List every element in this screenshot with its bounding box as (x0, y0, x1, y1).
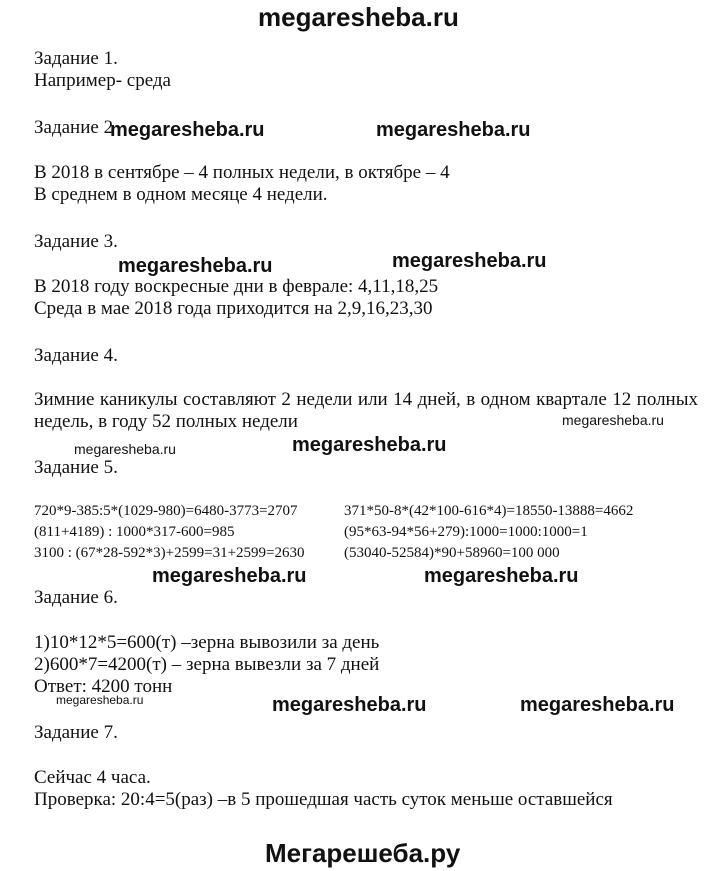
watermark: megaresheba.ru (376, 119, 531, 141)
task-5-right-3: (53040-52584)*90+58960=100 000 (344, 545, 560, 561)
task-3-title: Задание 3. (34, 231, 118, 252)
footer-site-title: Мегарешеба.ру (265, 838, 461, 868)
task-2-title: Задание 2 (34, 117, 114, 138)
task-6-line-1: 1)10*12*5=600(т) –зерна вывозили за день (34, 632, 380, 653)
task-5-left-3: 3100 : (67*28-592*3)+2599=31+2599=2630 (34, 545, 305, 561)
task-6-answer: Ответ: 4200 тонн (34, 676, 173, 697)
watermark: megaresheba.ru (74, 441, 176, 457)
watermark: megaresheba.ru (520, 694, 675, 716)
task-3-line-1: В 2018 году воскресные дни в феврале: 4,11,18,25 (34, 276, 439, 297)
task-5-left-2: (811+4189) : 1000*317-600=985 (34, 524, 235, 540)
task-1-title: Задание 1. (34, 48, 118, 69)
task-1-answer: Например- среда (34, 70, 171, 91)
task-2-line-1: В 2018 в сентябре – 4 полных недели, в октябре – 4 (34, 162, 450, 183)
task-5-left-1: 720*9-385:5*(1029-980)=6480-3773=2707 (34, 503, 298, 519)
task-7-line-1: Сейчас 4 часа. (34, 767, 151, 788)
task-7-line-2: Проверка: 20:4=5(раз) –в 5 прошедшая часть суток меньше оставшейся (34, 789, 613, 810)
task-5-right-2: (95*63-94*56+279):1000=1000:1000=1 (344, 524, 588, 540)
watermark: megaresheba.ru (56, 693, 144, 707)
task-5-title: Задание 5. (34, 457, 118, 478)
task-6-line-2: 2)600*7=4200(т) – зерна вывезли за 7 дней (34, 654, 380, 675)
task-2-line-2: В среднем в одном месяце 4 недели. (34, 184, 328, 205)
watermark: megaresheba.ru (110, 119, 265, 141)
task-6-title: Задание 6. (34, 587, 118, 608)
task-7-title: Задание 7. (34, 722, 118, 743)
watermark: megaresheba.ru (424, 565, 579, 587)
watermark: megaresheba.ru (392, 250, 547, 272)
watermark: megaresheba.ru (292, 434, 447, 456)
task-4-text: Зимние каникулы составляют 2 недели или 14 дней, в одном квартале 12 полных недель, в году 52 полных недели (34, 389, 698, 432)
header-site-title: megaresheba.ru (258, 2, 459, 32)
watermark: megaresheba.ru (152, 565, 307, 587)
task-4-title: Задание 4. (34, 345, 118, 366)
task-3-line-2: Среда в мае 2018 года приходится на 2,9,16,23,30 (34, 298, 433, 319)
watermark: megaresheba.ru (118, 255, 273, 277)
watermark: megaresheba.ru (272, 694, 427, 716)
watermark: megaresheba.ru (562, 412, 664, 428)
task-5-right-1: 371*50-8*(42*100-616*4)=18550-13888=4662 (344, 503, 634, 519)
